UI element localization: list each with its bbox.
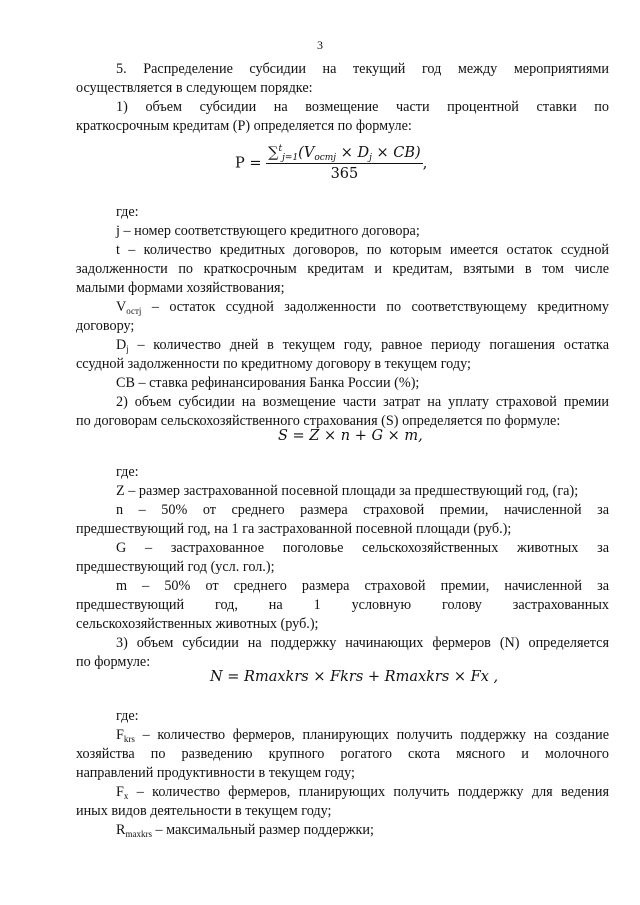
formula-p xyxy=(235,145,427,182)
text-line: 1) объем субсидии на возмещение части процентной ставки по xyxy=(116,99,609,115)
text-line xyxy=(76,726,609,745)
numer-part: (V xyxy=(298,145,315,161)
sum-upper: t xyxy=(278,144,283,155)
text-line: где: xyxy=(116,708,139,724)
text-line: хозяйства по разведению крупного рогатого скота мясного и молочного xyxy=(76,746,609,763)
item-3-paragraph xyxy=(76,634,609,672)
paragraph-5 xyxy=(76,60,609,98)
text-line xyxy=(76,783,609,802)
text-run: – остаток ссудной задолженности по соответствующему кредитному xyxy=(141,299,609,315)
text-line xyxy=(76,336,609,355)
text-line: где: xyxy=(116,204,139,220)
text-line: CB – ставка рефинансирования Банка России (%); xyxy=(116,375,420,391)
formula-s: S = Z × n + G × m, xyxy=(278,428,423,444)
text-line: 3) объем субсидии на поддержку начинающих фермеров (N) определяется xyxy=(116,635,609,651)
text-line: n – 50% от среднего размера страховой премии, начисленной за xyxy=(116,502,609,518)
v-subscript: остj xyxy=(314,153,337,163)
definition-cb xyxy=(76,374,609,393)
text-line: задолженности по краткосрочным кредитам и кредитам, взятыми в том числе xyxy=(76,261,609,278)
text-line: малыми формами хозяйствования; xyxy=(76,280,285,297)
symbol-subscript: krs xyxy=(123,734,135,744)
text-line: иных видов деятельности в текущем году; xyxy=(76,803,332,820)
text-line: 5. Распределение субсидии на текущий год между мероприятиями xyxy=(116,61,609,77)
sum-lower: j=1 xyxy=(282,153,299,163)
symbol: F xyxy=(116,784,124,800)
definition-z xyxy=(76,482,609,501)
text-run: – максимальный размер поддержки; xyxy=(151,822,374,838)
symbol: V xyxy=(116,299,127,315)
symbol: R xyxy=(116,822,126,838)
text-line: j – номер соответствующего кредитного договора; xyxy=(116,223,420,239)
definition-m xyxy=(76,577,609,635)
symbol-subscript: j xyxy=(126,344,129,354)
text-line: предшествующий год, на 1 га застрахованной посевной площади (руб.); xyxy=(76,521,512,538)
formula-lhs: P = xyxy=(235,155,262,172)
symbol: D xyxy=(116,337,127,353)
item-1-paragraph xyxy=(76,98,609,136)
text-line: краткосрочным кредитам (P) определяется по формуле: xyxy=(76,118,412,135)
text-line: предшествующий год, на 1 условную голову застрахованных xyxy=(76,597,609,614)
text-line: сельскохозяйственных животных (руб.); xyxy=(76,616,319,633)
text-run: – количество фермеров, планирующих получить поддержку на создание xyxy=(134,727,609,743)
where-label xyxy=(76,463,609,482)
definition-fx xyxy=(76,783,609,821)
definition-v xyxy=(76,298,609,336)
text-line: m – 50% от среднего размера страховой премии, начисленной за xyxy=(116,578,609,594)
definition-r xyxy=(76,821,609,840)
numerator xyxy=(266,145,423,164)
d-subscript: j xyxy=(369,153,372,163)
symbol: F xyxy=(116,727,124,743)
text-line: 2) объем субсидии на возмещение части затрат на уплату страховой премии xyxy=(116,394,609,410)
where-label xyxy=(76,707,609,726)
numer-part: × CB) xyxy=(371,145,421,161)
text-run: – количество фермеров, планирующих получить поддержку для ведения xyxy=(128,784,609,800)
text-line: t – количество кредитных договоров, по которым имеется остаток ссудной xyxy=(116,242,609,258)
definition-g xyxy=(76,539,609,577)
formula-n: N = Rmaxkrs × Fkrs + Rmaxkrs × Fx , xyxy=(210,669,499,685)
numer-part: × D xyxy=(336,145,370,161)
text-line: осуществляется в следующем порядке: xyxy=(76,80,313,97)
text-line xyxy=(76,821,609,840)
page-number: 3 xyxy=(317,38,323,52)
text-line: договору; xyxy=(76,318,135,335)
definition-fkrs xyxy=(76,726,609,784)
text-line: ссудной задолженности по кредитному договору в текущем году; xyxy=(76,356,471,373)
text-line: по договорам сельскохозяйственного страхования (S) определяется по формуле: xyxy=(76,413,561,430)
text-line: направлений продуктивности в текущем году; xyxy=(76,765,355,782)
text-line: G – застрахованное поголовье сельскохозяйственных животных за xyxy=(116,540,609,556)
definition-j xyxy=(76,222,609,241)
symbol-subscript: x xyxy=(123,791,129,801)
text-line: предшествующий год (усл. гол.); xyxy=(76,559,275,576)
sum-sign: ∑ xyxy=(268,145,279,161)
definition-d xyxy=(76,336,609,374)
text-line: Z – размер застрахованной посевной площади за предшествующий год, (га); xyxy=(116,483,579,499)
definition-t xyxy=(76,241,609,299)
text-line xyxy=(76,298,609,317)
where-label xyxy=(76,203,609,222)
symbol-subscript: maxkrs xyxy=(125,829,152,839)
definition-n xyxy=(76,501,609,539)
formula-comma: , xyxy=(422,155,428,172)
denominator: 365 xyxy=(330,166,359,182)
fraction xyxy=(266,145,423,182)
text-line: по формуле: xyxy=(76,654,151,671)
text-line: где: xyxy=(116,464,139,480)
item-2-paragraph xyxy=(76,393,609,431)
symbol-subscript: остj xyxy=(126,306,142,316)
text-run: – количество дней в текущем году, равное периоду погашения остатка xyxy=(128,337,609,353)
